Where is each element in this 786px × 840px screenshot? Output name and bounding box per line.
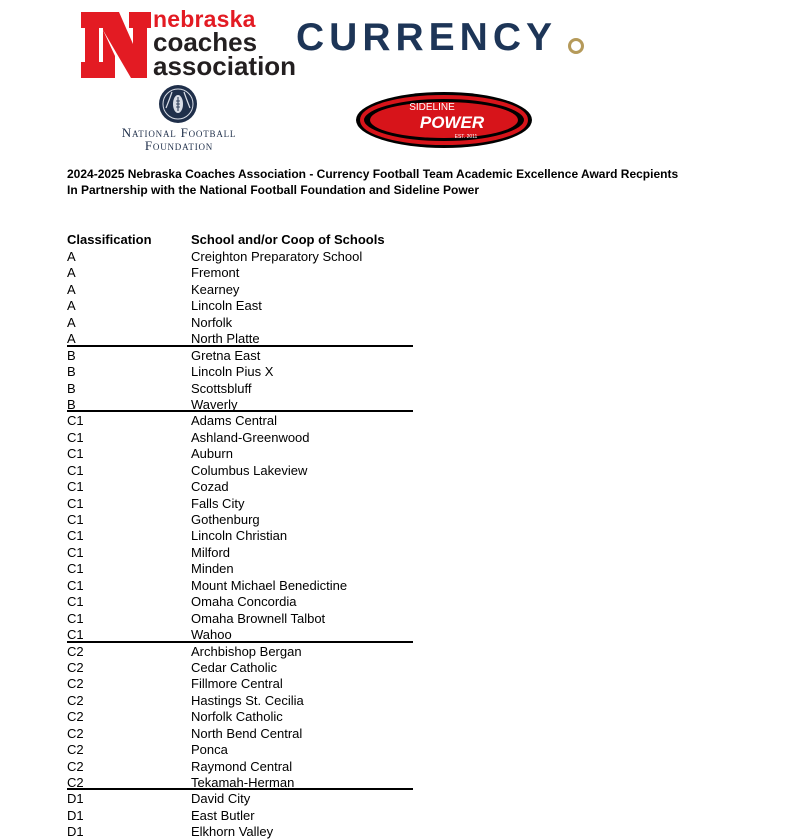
classification-cell: B — [67, 380, 76, 396]
school-cell: Tekamah-Herman — [191, 775, 295, 790]
table-row — [67, 675, 413, 691]
classification-cell: C1 — [67, 446, 84, 462]
classification-cell: C2 — [67, 659, 84, 675]
classification-cell: B — [67, 396, 76, 412]
classification-cell: C2 — [67, 709, 84, 725]
nff-line-1: National Football — [121, 125, 237, 140]
table-row — [67, 626, 413, 642]
school-cell: Fillmore Central — [191, 676, 283, 692]
classification-cell: B — [67, 347, 76, 363]
nca-line-1: nebraska — [153, 6, 256, 32]
classification-cell: C2 — [67, 775, 84, 790]
table-body — [67, 248, 413, 840]
table-row — [67, 363, 413, 379]
table-row — [67, 643, 413, 659]
school-cell: Archbishop Bergan — [191, 643, 302, 659]
classification-cell: C2 — [67, 758, 84, 774]
table-row — [67, 297, 413, 313]
classification-cell: C2 — [67, 742, 84, 758]
table-row — [67, 314, 413, 330]
sideline-est-text: EST. 2011 — [454, 134, 478, 140]
table-row — [67, 659, 413, 675]
sideline-power-logo — [354, 90, 534, 150]
table-row — [67, 478, 413, 494]
school-cell: Ashland-Greenwood — [191, 429, 310, 445]
school-cell: Elkhorn Valley — [191, 824, 274, 840]
nca-line-2: coaches — [153, 27, 258, 57]
school-cell: David City — [191, 791, 251, 807]
classification-cell: C2 — [67, 725, 84, 741]
classification-cell: C1 — [67, 462, 84, 478]
table-row — [67, 396, 413, 412]
school-cell: Cozad — [191, 479, 229, 495]
classification-cell: C1 — [67, 577, 84, 593]
classification-cell: A — [67, 298, 76, 314]
school-cell: Scottsbluff — [191, 380, 252, 396]
school-cell: Auburn — [191, 446, 233, 462]
school-cell: Wahoo — [191, 627, 232, 643]
header-classification: Classification — [67, 232, 152, 247]
classification-cell: C1 — [67, 528, 84, 544]
school-cell: East Butler — [191, 807, 255, 823]
school-cell: Lincoln Christian — [191, 528, 288, 544]
table-row — [67, 527, 413, 543]
school-cell: Norfolk — [191, 314, 233, 330]
school-cell: Waverly — [191, 396, 238, 412]
school-cell: Creighton Preparatory School — [191, 249, 363, 264]
school-cell: Columbus Lakeview — [191, 462, 308, 478]
table-row — [67, 593, 413, 609]
school-cell: Milford — [191, 544, 231, 560]
classification-cell: C2 — [67, 692, 84, 708]
nca-line-3: association — [153, 51, 297, 81]
sideline-top-text: SIDELINE — [409, 102, 455, 113]
classification-cell: C1 — [67, 561, 84, 577]
school-cell: Fremont — [191, 265, 240, 281]
table-row — [67, 544, 413, 560]
school-cell: Raymond Central — [191, 758, 293, 774]
school-cell: Gretna East — [191, 347, 261, 363]
school-cell: Ponca — [191, 742, 228, 758]
table-row — [67, 610, 413, 626]
school-cell: Hastings St. Cecilia — [191, 692, 304, 708]
classification-cell: D1 — [67, 807, 84, 823]
table-row — [67, 347, 413, 363]
table-row — [67, 264, 413, 280]
nca-logo — [79, 6, 309, 81]
table-header — [67, 232, 413, 248]
table-row — [67, 330, 413, 346]
classification-cell: C1 — [67, 429, 84, 445]
school-cell: Lincoln East — [191, 298, 262, 314]
school-cell: North Platte — [191, 331, 260, 347]
school-cell: Kearney — [191, 281, 240, 297]
table-row — [67, 511, 413, 527]
classification-cell: C1 — [67, 495, 84, 511]
table-row — [67, 708, 413, 724]
table-row — [67, 462, 413, 478]
table-row — [67, 380, 413, 396]
recipients-table — [67, 232, 413, 840]
classification-cell: A — [67, 314, 76, 330]
school-cell: Falls City — [191, 495, 245, 511]
classification-cell: C2 — [67, 676, 84, 692]
classification-cell: C1 — [67, 594, 84, 610]
school-cell: Minden — [191, 561, 234, 577]
classification-cell: C2 — [67, 643, 84, 659]
classification-cell: D1 — [67, 791, 84, 807]
classification-cell: C1 — [67, 512, 84, 527]
table-row — [67, 692, 413, 708]
school-cell: North Bend Central — [191, 725, 303, 741]
document-subtitle: In Partnership with the National Football Foundation and Sideline Power — [67, 183, 480, 197]
school-cell: Gothenburg — [191, 512, 260, 527]
school-cell: Cedar Catholic — [191, 659, 277, 675]
table-row — [67, 758, 413, 774]
table-row — [67, 495, 413, 511]
school-cell: Mount Michael Benedictine — [191, 577, 348, 593]
table-row — [67, 823, 413, 839]
currency-logo: CURRENCY — [296, 16, 558, 59]
nff-emblem-icon — [158, 84, 198, 124]
school-cell: Omaha Brownell Talbot — [191, 610, 326, 626]
table-row — [67, 429, 413, 445]
classification-cell: C1 — [67, 627, 84, 643]
classification-cell: C1 — [67, 479, 84, 495]
currency-dot-icon — [568, 38, 584, 54]
table-row — [67, 725, 413, 741]
nff-logo — [100, 84, 260, 154]
header-school: School and/or Coop of Schools — [191, 232, 385, 247]
school-cell: Lincoln Pius X — [191, 364, 274, 380]
document-title: 2024-2025 Nebraska Coaches Association - Currency Football Team Academic Excellence Award Recpients — [67, 167, 679, 181]
classification-cell: A — [67, 265, 76, 281]
classification-cell: D1 — [67, 824, 84, 840]
table-row — [67, 774, 413, 790]
classification-cell: B — [67, 364, 76, 380]
table-row — [67, 741, 413, 757]
classification-cell: C1 — [67, 413, 84, 429]
classification-cell: C1 — [67, 610, 84, 626]
table-row — [67, 412, 413, 428]
table-row — [67, 281, 413, 297]
classification-cell: A — [67, 249, 76, 264]
table-row — [67, 560, 413, 576]
table-row — [67, 248, 413, 264]
school-cell: Adams Central — [191, 413, 277, 429]
classification-cell: C1 — [67, 544, 84, 560]
school-cell: Omaha Concordia — [191, 594, 297, 610]
classification-cell: A — [67, 281, 76, 297]
table-row — [67, 445, 413, 461]
table-row — [67, 577, 413, 593]
nca-n-icon — [79, 10, 151, 80]
table-row — [67, 807, 413, 823]
classification-cell: A — [67, 331, 76, 347]
table-row — [67, 790, 413, 806]
sideline-power-text: POWER — [419, 113, 485, 132]
school-cell: Norfolk Catholic — [191, 709, 283, 725]
nff-line-2: Foundation — [144, 138, 214, 153]
